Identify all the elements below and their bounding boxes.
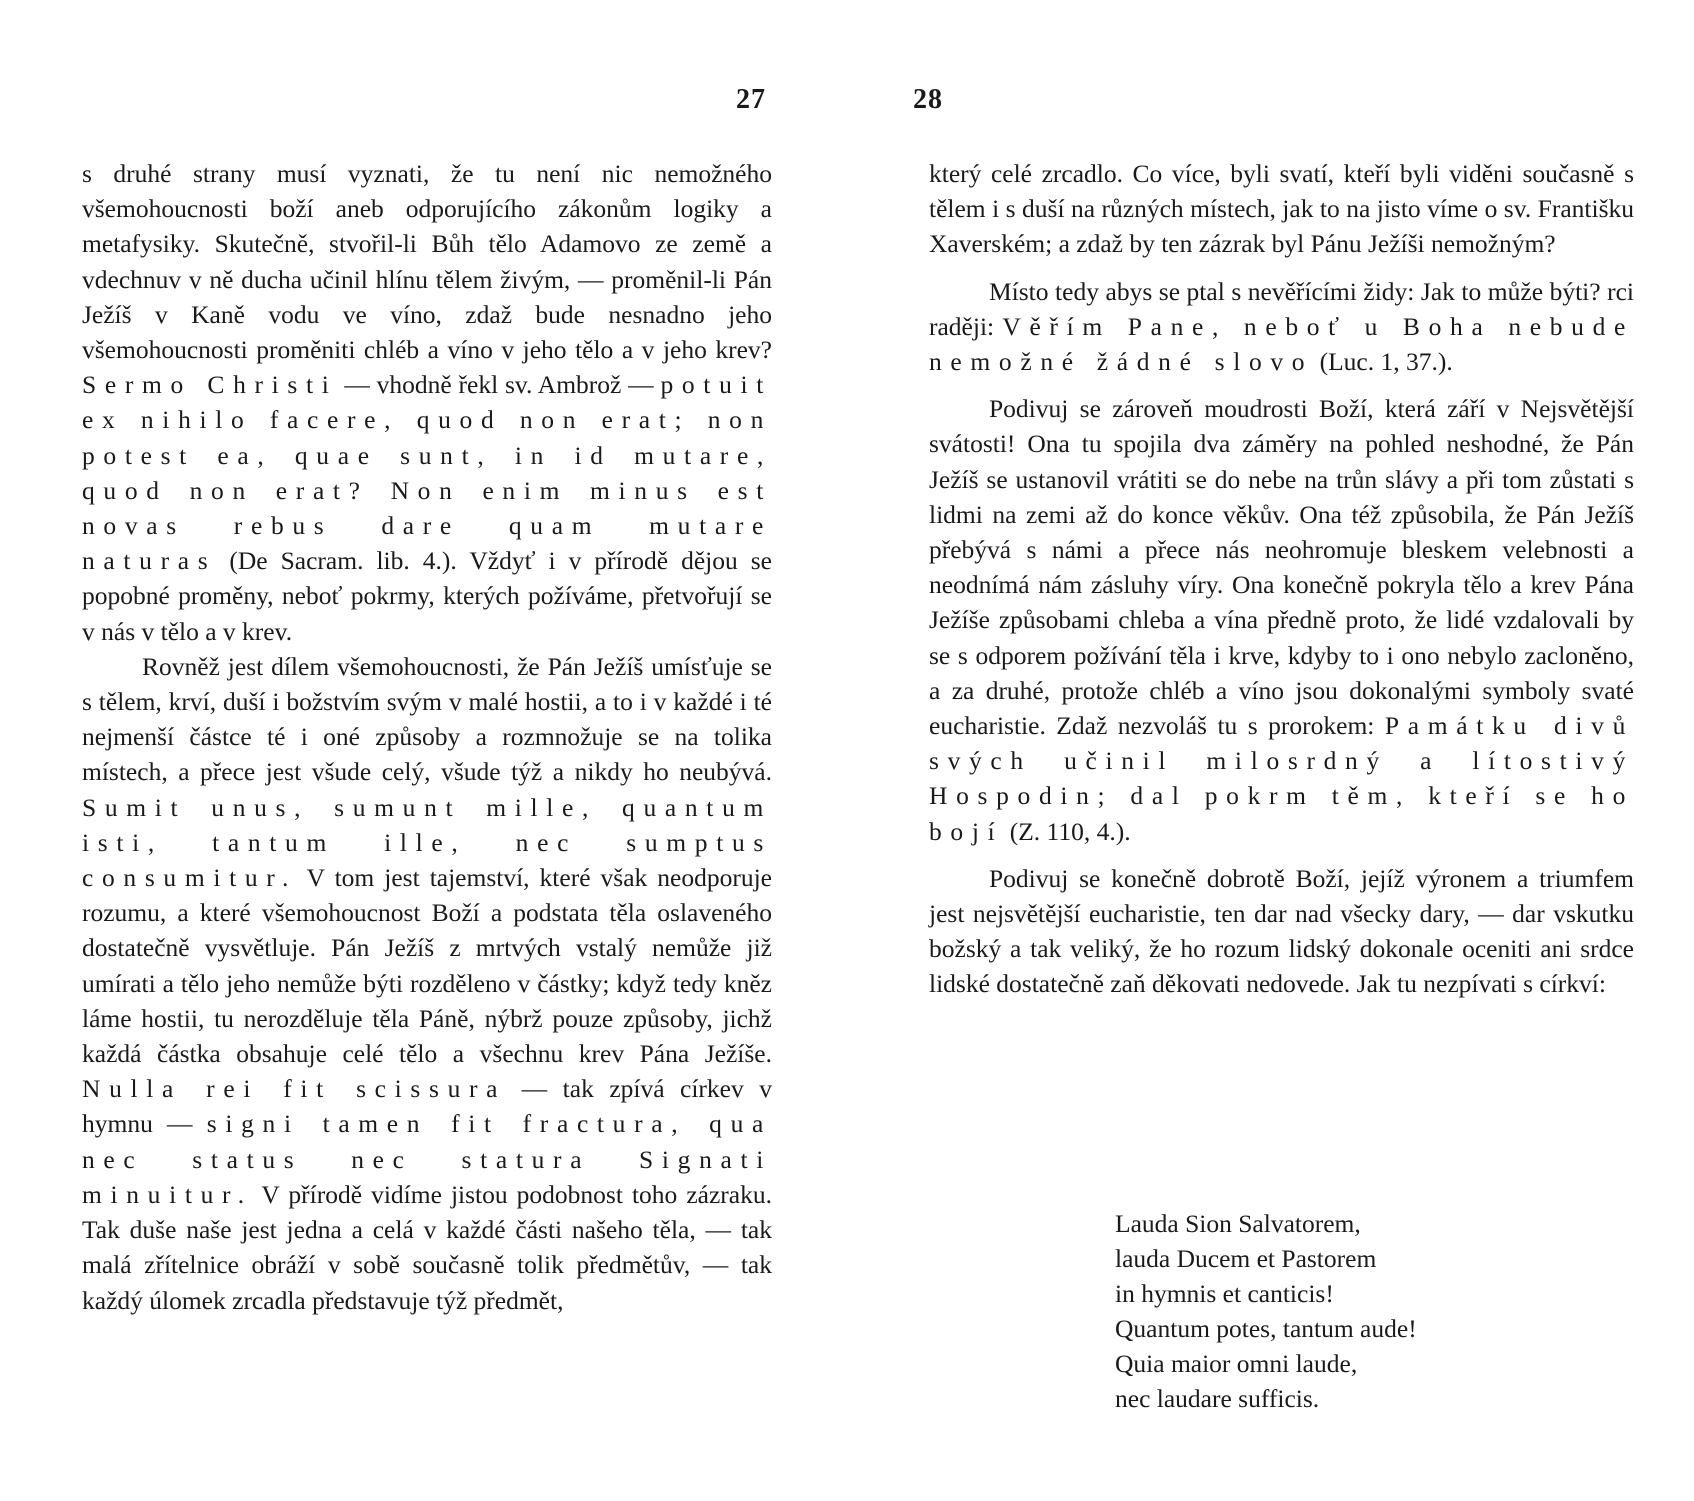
text-run: s druhé strany musí vyznati, že tu není nic nemožného všemohoucnosti boží aneb odporujícího zákonům logiky a metafysiky. Skutečně, stvořil-li Bůh tělo Adamovo ze země a vdechnuv v ně ducha učinil hlínu tělem živým, — proměnil-li Pán Ježíš v Kaně vodu ve víno, zdaž bude nesnadno jeho všemohoucnosti proměniti chléb a víno v jeho tělo a v jeho krev? [82,159,772,365]
hymn-line: Lauda Sion Salvatorem, [1115,1209,1361,1238]
spaced-emphasis-text: Sumit unus, sumunt mille, quantum isti, tantum ille, nec sumptus consumitur. [82,792,772,893]
spaced-emphasis-text: Sermo Christi [82,370,338,400]
page-number-left: 27 [736,84,766,115]
spaced-emphasis-text: signi tamen fit fractura, qua nec status nec statura Signati minuitur. [82,1109,772,1209]
spaced-emphasis-text: Věřím Pane, neboť u Boha nebude nemožné žádné slovo [929,311,1634,377]
text-run: který celé zrcadlo. Co více, byli svatí, kteří byli viděni současně s tělem i s duší na různých místech, jak to na jisto víme o sv. Františku Xaverském; a zdaž by ten zázrak byl Pánu Ježíši nemožným? [929,159,1634,259]
text-run: (Luc. 1, 37.). [1313,347,1453,377]
text-run: Podivuj se konečně dobrotě Boží, jejíž výronem a triumfem jest nejsvětější eucharistie, ten dar nad všecky dary, — dar vskutku božský a tak veliký, že ho rozum lidský dokonale oceniti ani srdce lidské dostatečně zaň děkovati nedovede. Jak tu nezpívati s církví: [929,863,1634,999]
spaced-emphasis-text: potuit ex nihilo facere, quod non erat; non potest ea, quae sunt, in id mutare, quod non erat? Non enim minus est novas rebus dare quam mutare naturas [82,370,772,576]
text-run: — vhodně řekl sv. Ambrož — [337,370,661,400]
text-run: (Z. 110, 4.). [1003,816,1131,846]
hymn-line: nec laudare sufficis. [1115,1384,1320,1413]
text-run: — tak zpívá církev v hymnu — [82,1074,772,1139]
text-run: Podivuj se zároveň moudrosti Boží, která září v Nejsvětější svátosti! Ona tu spojila dva záměry na pohled neshodné, že Pán Ježíš se ustanovil vrátiti se do nebe na trůn slávy a při tom zůstati s lidmi na zemi až do konce věkův. Ona též způsobila, že Pán Ježíš přebývá s námi a přece nás neohromuje bleskem velebnosti a neodnímá nám zásluhy víry. Ona konečně pokryla tělo a krev Pána Ježíše způsobami chleba a vína předně proto, že lidé vzdalovali by se s odporem požívání těla i krve, kdyby to i ono nebylo zacloněno, a za druhé, protože chléb a víno jsou dokonalými symboly svaté eucharistie. Zdaž nezvoláš tu s prorokem: [929,394,1634,741]
text-run: Místo tedy abys se ptal s nevěřícími židy: Jak to může býti? rci raději: [929,276,1634,341]
paragraph [929,861,1634,1002]
right-page [847,0,1694,1501]
left-page-text [82,156,772,1318]
paragraph [929,274,1634,380]
paragraph [82,649,772,1318]
paragraph [82,156,772,649]
text-run: (De Sacram. lib. 4.). Vždyť i v přírodě dějou se popobné proměny, neboť pokrmy, kterých požíváme, přetvořují se v nás v tělo a v krev. [82,546,772,646]
spaced-emphasis-text: Památku divů svých učinil milosrdný a lítostivý Hospodin; dal pokrm těm, kteří se ho bojí [929,711,1634,846]
text-run: V tom jest tajemství, které však neodporuje rozumu, a které všemohoucnost Boží a podstata těla oslaveného dostatečně vysvětluje. Pán Ježíš z mrtvých vstalý nemůže již umírati a tělo jeho nemůže býti rozděleno v částky; když tedy kněz láme hostii, tu nerozděluje těla Páně, nýbrž pouze způsoby, jichž každá částka obsahuje celé tělo a všechnu krev Pána Ježíše. [82,863,772,1069]
page-number-right: 28 [913,84,943,115]
paragraph [929,156,1634,262]
paragraph [929,391,1634,849]
hymn-line: Quia maior omni laude, [1115,1349,1358,1378]
hymn-line: lauda Ducem et Pastorem [1115,1244,1377,1273]
hymn-verse [1115,1206,1417,1416]
text-run: V přírodě vidíme jistou podobnost toho zázraku. Tak duše naše jest jedna a celá v každé části našeho těla, — tak malá zřítelnice obráží v sobě současně tolik předmětův, — tak každý úlomek zrcadla představuje týž předmět, [82,1179,772,1315]
text-run: Rovněž jest dílem všemohoucnosti, že Pán Ježíš umísťuje se s tělem, krví, duší i božstvím svým v malé hostii, a to i v každé i té nejmenší částce té i oné způsoby a rozmnožuje se na tolika místech, a přece jest všude celý, všude týž a nikdy ho neubývá. [82,651,772,787]
right-page-text [929,156,1634,1002]
spaced-emphasis-text: Nulla rei fit scissura [82,1074,507,1104]
hymn-line: in hymnis et canticis! [1115,1279,1334,1308]
hymn-line: Quantum potes, tantum aude! [1115,1314,1417,1343]
